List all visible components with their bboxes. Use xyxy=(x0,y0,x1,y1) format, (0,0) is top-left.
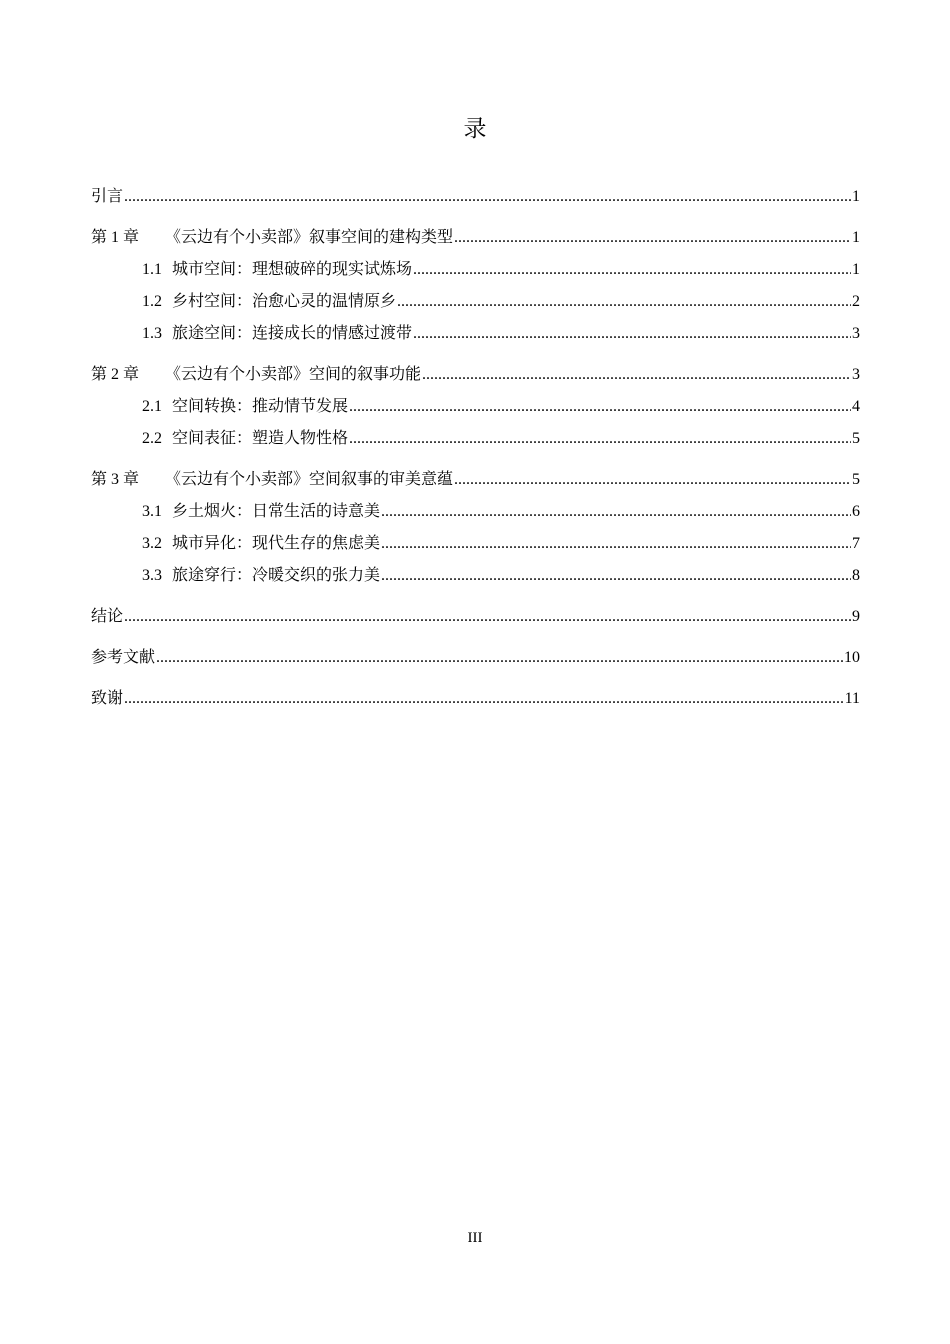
toc-entry-page: 1 xyxy=(852,229,860,246)
toc-entry-label xyxy=(142,317,412,350)
toc-entry-label xyxy=(142,422,348,455)
dot-leader xyxy=(124,683,844,715)
dot-leader xyxy=(124,601,851,633)
toc-entry-number: 1.3 xyxy=(142,325,162,342)
toc-entry-section[interactable] xyxy=(91,285,860,317)
toc-entry-page: 3 xyxy=(852,366,860,383)
toc-entry-number: 3.1 xyxy=(142,503,162,520)
toc-entry-section[interactable] xyxy=(91,390,860,422)
toc-entry-title: 致谢 xyxy=(91,688,124,707)
toc-entry-number: 2.1 xyxy=(142,398,162,415)
toc-entry-page: 1 xyxy=(852,261,860,278)
toc-entry-page: 10 xyxy=(844,649,860,666)
dot-leader xyxy=(413,254,851,286)
toc-entry-title: 引言 xyxy=(91,186,124,205)
toc-entry-chapter[interactable] xyxy=(91,682,860,714)
dot-leader xyxy=(349,423,851,455)
toc-entry-label xyxy=(142,390,348,423)
dot-leader xyxy=(156,642,843,674)
toc-entry-section[interactable] xyxy=(91,495,860,527)
toc-entry-page: 8 xyxy=(852,567,860,584)
toc-entry-label xyxy=(91,600,123,632)
toc-entry-title: 城市空间：理想破碎的现实试炼场 xyxy=(172,259,413,278)
toc-entry-page: 2 xyxy=(852,293,860,310)
toc-entry-chapter[interactable] xyxy=(91,600,860,632)
toc-entry-label xyxy=(91,641,155,673)
toc-entry-chapter[interactable] xyxy=(91,180,860,212)
toc-entry-label xyxy=(91,180,123,212)
dot-leader xyxy=(381,496,851,528)
toc-entry-label xyxy=(91,358,421,391)
toc-entry-page: 6 xyxy=(852,503,860,520)
dot-leader xyxy=(413,318,851,350)
toc-entry-page: 7 xyxy=(852,535,860,552)
toc-entry-title: 《云边有个小卖部》叙事空间的建构类型 xyxy=(165,227,454,246)
toc-entry-title: 《云边有个小卖部》空间叙事的审美意蕴 xyxy=(165,469,454,488)
toc-entry-chapter[interactable] xyxy=(91,358,860,390)
toc-entry-title: 旅途空间：连接成长的情感过渡带 xyxy=(172,323,413,342)
toc-entry-section[interactable] xyxy=(91,253,860,285)
toc-entry-number: 3.2 xyxy=(142,535,162,552)
toc-entry-number: 1.1 xyxy=(142,261,162,278)
toc-entry-label xyxy=(142,253,412,286)
dot-leader xyxy=(422,359,851,391)
dot-leader xyxy=(454,464,851,496)
toc-entry-label xyxy=(91,682,123,714)
toc-entry-title: 空间表征：塑造人物性格 xyxy=(172,428,349,447)
toc-entry-number: 1.2 xyxy=(142,293,162,310)
toc-entry-page: 3 xyxy=(852,325,860,342)
toc-entry-chapter[interactable] xyxy=(91,641,860,673)
toc-entry-title: 空间转换：推动情节发展 xyxy=(172,396,349,415)
toc-entry-section[interactable] xyxy=(91,527,860,559)
toc-entry-title: 城市异化：现代生存的焦虑美 xyxy=(172,533,381,552)
toc-entry-label xyxy=(91,463,453,496)
toc-entry-chapter[interactable] xyxy=(91,463,860,495)
toc-entry-page: 5 xyxy=(852,430,860,447)
toc-entry-page: 4 xyxy=(852,398,860,415)
toc-entry-page: 11 xyxy=(844,690,860,707)
toc-entry-title: 《云边有个小卖部》空间的叙事功能 xyxy=(165,364,422,383)
toc-entry-number: 第 2 章 xyxy=(91,366,140,383)
toc-entry-section[interactable] xyxy=(91,559,860,591)
page-title: 录 xyxy=(463,116,487,142)
dot-leader xyxy=(124,181,851,213)
dot-leader xyxy=(454,222,851,254)
toc-entry-number: 2.2 xyxy=(142,430,162,447)
toc-entry-number: 3.3 xyxy=(142,567,162,584)
dot-leader xyxy=(381,528,851,560)
toc-entry-page: 9 xyxy=(852,608,860,625)
toc-entry-title: 乡土烟火：日常生活的诗意美 xyxy=(172,501,381,520)
toc-entry-label xyxy=(142,495,380,528)
toc-entry-label xyxy=(142,559,380,592)
toc-entry-section[interactable] xyxy=(91,317,860,349)
toc-entry-title: 参考文献 xyxy=(91,647,156,666)
toc-entry-chapter[interactable] xyxy=(91,221,860,253)
dot-leader xyxy=(381,560,851,592)
toc-entry-title: 乡村空间：治愈心灵的温情原乡 xyxy=(172,291,397,310)
toc-entry-title: 旅途穿行：冷暖交织的张力美 xyxy=(172,565,381,584)
toc-entry-number: 第 3 章 xyxy=(91,471,140,488)
toc-entry-page: 5 xyxy=(852,471,860,488)
dot-leader xyxy=(349,391,851,423)
toc-entry-number: 第 1 章 xyxy=(91,229,140,246)
table-of-contents xyxy=(91,180,860,714)
dot-leader xyxy=(397,286,851,318)
toc-entry-label xyxy=(142,527,380,560)
toc-entry-title: 结论 xyxy=(91,606,124,625)
toc-entry-label xyxy=(142,285,396,318)
toc-entry-page: 1 xyxy=(852,188,860,205)
toc-entry-label xyxy=(91,221,453,254)
toc-entry-section[interactable] xyxy=(91,422,860,454)
page-number: III xyxy=(467,1230,483,1246)
